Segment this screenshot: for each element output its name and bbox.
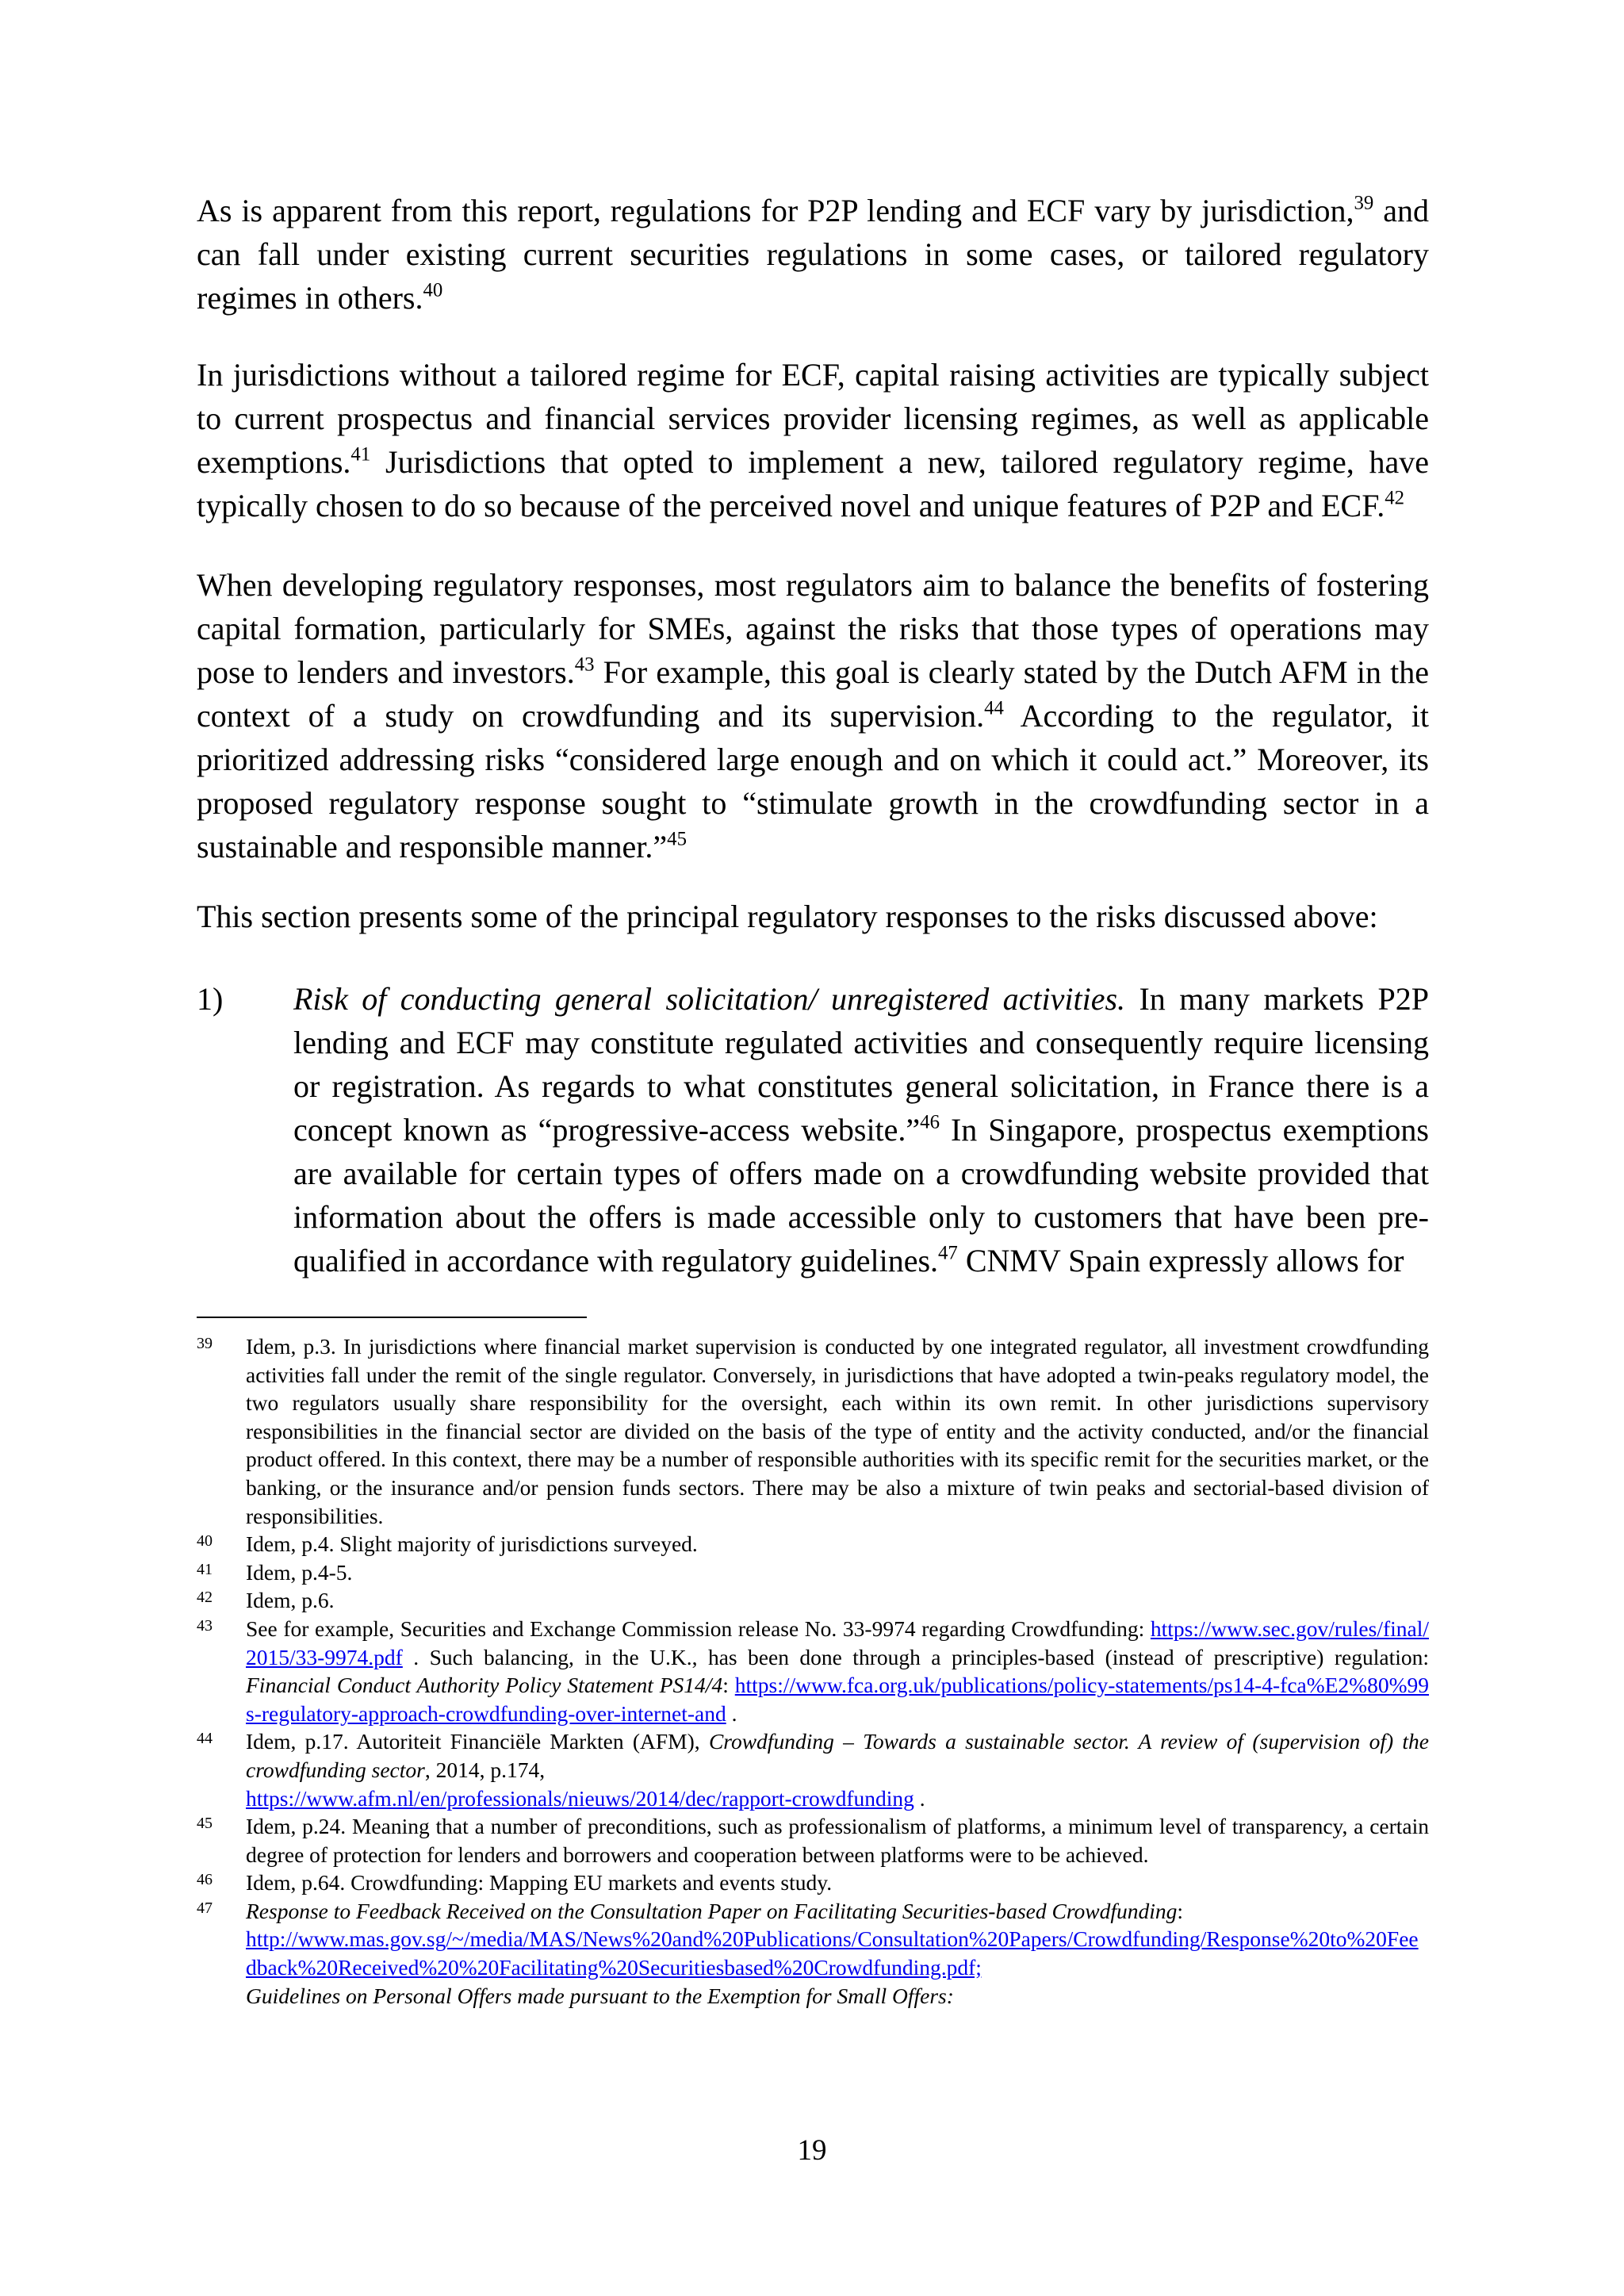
footnote-number: 41 — [197, 1560, 213, 1578]
footnote-ref-44[interactable]: 44 — [984, 697, 1004, 719]
footnote-text: . — [914, 1785, 925, 1811]
footnote-43 — [197, 1615, 1429, 1727]
footnote-text: Idem, p.17. Autoriteit Financiële Markten (AFM), — [246, 1729, 709, 1754]
footnote-text: : — [1177, 1898, 1184, 1923]
list-number: 1) — [197, 981, 224, 1017]
footnote-number: 44 — [197, 1730, 213, 1748]
footnote-41 — [197, 1558, 1429, 1587]
footnote-46 — [197, 1869, 1429, 1897]
footnote-39 — [197, 1332, 1429, 1530]
list-item-body — [293, 977, 1429, 1282]
paragraph-2 — [197, 353, 1429, 527]
footnote-ref-43[interactable]: 43 — [574, 654, 595, 676]
paragraph-text: As is apparent from this report, regulations for P2P lending and ECF vary by jurisdiction, — [197, 193, 1354, 228]
footnote-italic-title: Response to Feedback Received on the Consultation Paper on Facilitating Securities-based Crowdfunding — [246, 1898, 1178, 1923]
risk-title: Risk of conducting general solicitation/ unregistered activities. — [293, 981, 1126, 1017]
paragraph-text: According to the regulator, it prioritized addressing risks “considered large enough and on which it could act.” Moreover, its proposed regulatory response sought to “stimulate growth in the crowdfunding sector in a sustainable and responsible manner.” — [197, 698, 1429, 864]
footnote-text: See for example, Securities and Exchange Commission release No. 33-9974 regarding Crowdfunding: — [246, 1616, 1151, 1641]
footnote-text: . — [726, 1700, 737, 1726]
paragraph-text: This section presents some of the principal regulatory responses to the risks discussed above: — [197, 899, 1378, 934]
list-item-text: CNMV Spain expressly allows for — [957, 1243, 1404, 1278]
footnote-text: Idem, p.3. In jurisdictions where financial market supervision is conducted by one integrated regulator, all investment crowdfunding activities fall under the remit of the single regulator. Conversely, in jurisdictions that have adopted a twin-peaks regulatory model, the two regulators usually share responsibility for the oversight, each within its own remit. In other jurisdictions supervisory responsibilities in the financial sector are divided on the basis of the type of entity and the activity conducted, and/or the financial product offered. In this context, there may be a number of responsible authorities with its specific remit for the securities market, or the banking, or the insurance and/or pension funds sectors. There may be also a mixture of twin peaks and sectorial-based division of responsibilities. — [246, 1334, 1429, 1528]
paragraph-3 — [197, 563, 1429, 868]
footnote-ref-39[interactable]: 39 — [1354, 192, 1374, 214]
footnote-47 — [197, 1897, 1429, 2010]
footnote-number: 43 — [197, 1616, 213, 1635]
footnote-italic-title: Financial Conduct Authority Policy Statement PS14/4 — [246, 1673, 723, 1698]
footnote-text: Idem, p.6. — [246, 1588, 335, 1613]
footnote-ref-42[interactable]: 42 — [1385, 487, 1405, 509]
page-number: 19 — [797, 2134, 827, 2167]
footnote-ref-41[interactable]: 41 — [350, 443, 371, 466]
fca-policy-link[interactable]: https://www.fca.org.uk/publications/policy-statements/ps14-4-fca%E2%80%99s-regulatory-approach-crowdfunding-over-internet-and — [246, 1673, 1429, 1726]
footnote-number: 46 — [197, 1871, 213, 1889]
footnote-42 — [197, 1586, 1429, 1615]
list-item-text: In many markets P2P lending and ECF may constitute regulated activities and consequently require licensing or registration. As regards to what constitutes general solicitation, in France there is a concept known as “progressive-access website.” — [293, 981, 1429, 1148]
footnote-text: : — [722, 1673, 735, 1698]
footnote-number: 47 — [197, 1899, 213, 1917]
paragraph-text: For example, this goal is clearly stated by the Dutch AFM in the context of a study on crowdfunding and its supervision. — [197, 654, 1429, 734]
footnote-number: 39 — [197, 1335, 213, 1352]
paragraph-1 — [197, 189, 1429, 320]
paragraph-text: Jurisdictions that opted to implement a new, tailored regulatory regime, have typically chosen to do so because of the perceived novel and unique features of P2P and ECF. — [197, 444, 1429, 523]
paragraph-text: When developing regulatory responses, most regulators aim to balance the benefits of fostering capital formation, particularly for SMEs, against the risks that those types of operations may pose to lenders and investors. — [197, 567, 1429, 690]
sec-release-link[interactable]: https://www.sec.gov/rules/final/2015/33-9974.pdf — [246, 1616, 1429, 1669]
footnote-44 — [197, 1727, 1429, 1812]
footnote-italic-title: Crowdfunding – Towards a sustainable sector. A review of (supervision of) the crowdfunding sector — [246, 1729, 1429, 1782]
footnote-text: . Such balancing, in the U.K., has been done through a principles-based (instead of prescriptive) regulation: — [402, 1644, 1429, 1669]
list-item-1 — [197, 977, 1429, 1282]
footnote-ref-47[interactable]: 47 — [938, 1242, 958, 1264]
footnote-ref-40[interactable]: 40 — [423, 279, 443, 301]
footnote-text: Idem, p.4. Slight majority of jurisdictions surveyed. — [246, 1531, 698, 1557]
footnote-text: , 2014, p.174, — [424, 1757, 546, 1782]
footnote-ref-45[interactable]: 45 — [667, 828, 687, 850]
footnotes — [197, 1332, 1429, 2010]
afm-report-link[interactable]: https://www.afm.nl/en/professionals/nieuws/2014/dec/rapport-crowdfunding — [246, 1785, 914, 1811]
footnote-45 — [197, 1812, 1429, 1869]
mas-consultation-link[interactable]: http://www.mas.gov.sg/~/media/MAS/News%20and%20Publications/Consultation%20Papers/Crowdfunding/Response%20to%20Feedback%20Received%20%20Facilitating%20Securitiesbased%20Crowdfunding.pdf; — [246, 1926, 1419, 1980]
list-item-text: In Singapore, prospectus exemptions are available for certain types of offers made on a crowdfunding website provided that information about the offers is made accessible only to customers that have been pre-qualified in accordance with regulatory guidelines. — [293, 1112, 1429, 1278]
footnote-ref-46[interactable]: 46 — [920, 1111, 940, 1133]
footnote-text: Idem, p.24. Meaning that a number of preconditions, such as professionalism of platforms, a minimum level of transparency, a certain degree of protection for lenders and borrowers and cooperation between platforms were to be achieved. — [246, 1814, 1429, 1867]
footnote-italic-title: Guidelines on Personal Offers made pursuant to the Exemption for Small Offers: — [246, 1983, 954, 2008]
footnote-number: 40 — [197, 1532, 213, 1550]
footnote-text: Idem, p.4-5. — [246, 1559, 353, 1585]
paragraph-4 — [197, 895, 1429, 938]
footnote-text: Idem, p.64. Crowdfunding: Mapping EU markets and events study. — [246, 1870, 833, 1895]
paragraph-text: In jurisdictions without a tailored regime for ECF, capital raising activities are typically subject to current prospectus and financial services provider licensing regimes, as well as applicable exemptions. — [197, 357, 1429, 480]
footnote-40 — [197, 1530, 1429, 1558]
paragraph-text: and can fall under existing current securities regulations in some cases, or tailored regulatory regimes in others. — [197, 193, 1429, 316]
footnote-number: 42 — [197, 1589, 213, 1607]
footnote-number: 45 — [197, 1815, 213, 1833]
footnote-divider — [197, 1317, 587, 1318]
